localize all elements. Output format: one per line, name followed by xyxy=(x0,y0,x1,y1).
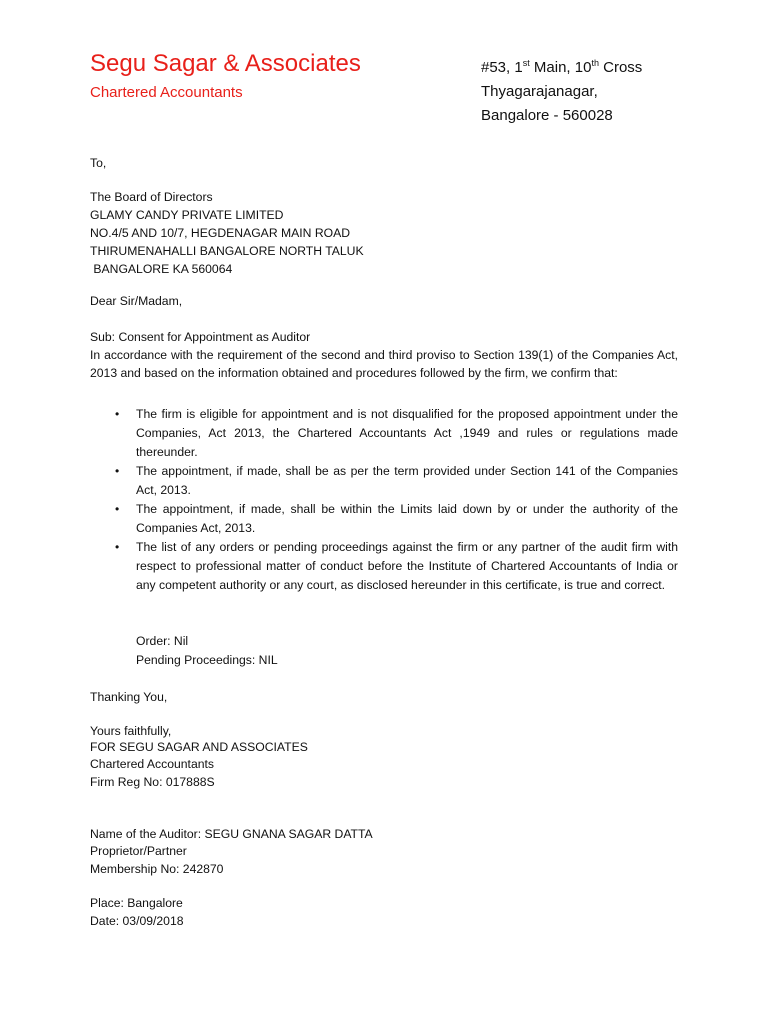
address-sup-1: st xyxy=(522,58,530,68)
designation: Chartered Accountants xyxy=(90,757,214,771)
pending-proceedings: Pending Proceedings: NIL xyxy=(136,653,278,667)
yours-faithfully: Yours faithfully, xyxy=(90,724,172,738)
list-item-text: The firm is eligible for appointment and is not disqualified for the proposed appointment under the Companies, Act 2013, the Chartered Accountants Act ,1949 and rules or regulations made thereunder. xyxy=(136,407,678,459)
recipient-line: The Board of Directors xyxy=(90,190,213,204)
address-line-1 xyxy=(481,58,642,76)
order-status: Order: Nil xyxy=(136,634,189,648)
list-item xyxy=(90,462,678,500)
place: Place: Bangalore xyxy=(90,896,183,910)
intro-paragraph: In accordance with the requirement of the second and third proviso to Section 139(1) of the Companies Act, 2013 and based on the information obtained and procedures followed by the firm, we confirm that: xyxy=(90,348,678,380)
address-line-2: Thyagarajanagar, xyxy=(481,83,598,100)
address-line-1-part-a: #53, 1 xyxy=(481,59,523,76)
address-line-1-part-b: Main, 10 xyxy=(529,59,592,76)
address-sup-2: th xyxy=(591,58,599,68)
list-item xyxy=(90,538,678,595)
for-firm: FOR SEGU SAGAR AND ASSOCIATES xyxy=(90,740,308,754)
list-item xyxy=(90,500,678,538)
thanks: Thanking You, xyxy=(90,690,168,704)
date: Date: 03/09/2018 xyxy=(90,914,184,928)
auditor-role: Proprietor/Partner xyxy=(90,844,187,858)
recipient-line: BANGALORE KA 560064 xyxy=(90,262,233,276)
firm-reg-no: Firm Reg No: 017888S xyxy=(90,775,215,789)
recipient-block xyxy=(90,188,678,278)
membership-no: Membership No: 242870 xyxy=(90,862,224,876)
to-salutation: To, xyxy=(90,156,107,170)
confirmation-list xyxy=(90,405,678,595)
bullet-icon: • xyxy=(115,464,120,478)
recipient-line: NO.4/5 AND 10/7, HEGDENAGAR MAIN ROAD xyxy=(90,226,351,240)
auditor-name: Name of the Auditor: SEGU GNANA SAGAR DATTA xyxy=(90,827,373,841)
subject: Sub: Consent for Appointment as Auditor xyxy=(90,330,311,344)
bullet-icon: • xyxy=(115,502,120,516)
recipient-line: GLAMY CANDY PRIVATE LIMITED xyxy=(90,208,284,222)
list-item xyxy=(90,405,678,462)
recipient-line: THIRUMENAHALLI BANGALORE NORTH TALUK xyxy=(90,244,364,258)
firm-subtitle: Chartered Accountants xyxy=(90,84,243,101)
address-line-3: Bangalore - 560028 xyxy=(481,107,613,124)
firm-name: Segu Sagar & Associates xyxy=(90,50,361,77)
list-item-text: The list of any orders or pending proceedings against the firm or any partner of the audit firm with respect to professional matter of conduct before the Institute of Chartered Accountants of India or any competent authority or any court, as disclosed hereunder in this certificate, is true and correct. xyxy=(136,540,678,592)
bullet-icon: • xyxy=(115,407,120,421)
bullet-icon: • xyxy=(115,540,120,554)
list-item-text: The appointment, if made, shall be as per the term provided under Section 141 of the Companies Act, 2013. xyxy=(136,464,678,497)
list-item-text: The appointment, if made, shall be within the Limits laid down by or under the authority of the Companies Act, 2013. xyxy=(136,502,678,535)
greeting: Dear Sir/Madam, xyxy=(90,294,183,308)
address-line-1-part-c: Cross xyxy=(598,59,643,76)
